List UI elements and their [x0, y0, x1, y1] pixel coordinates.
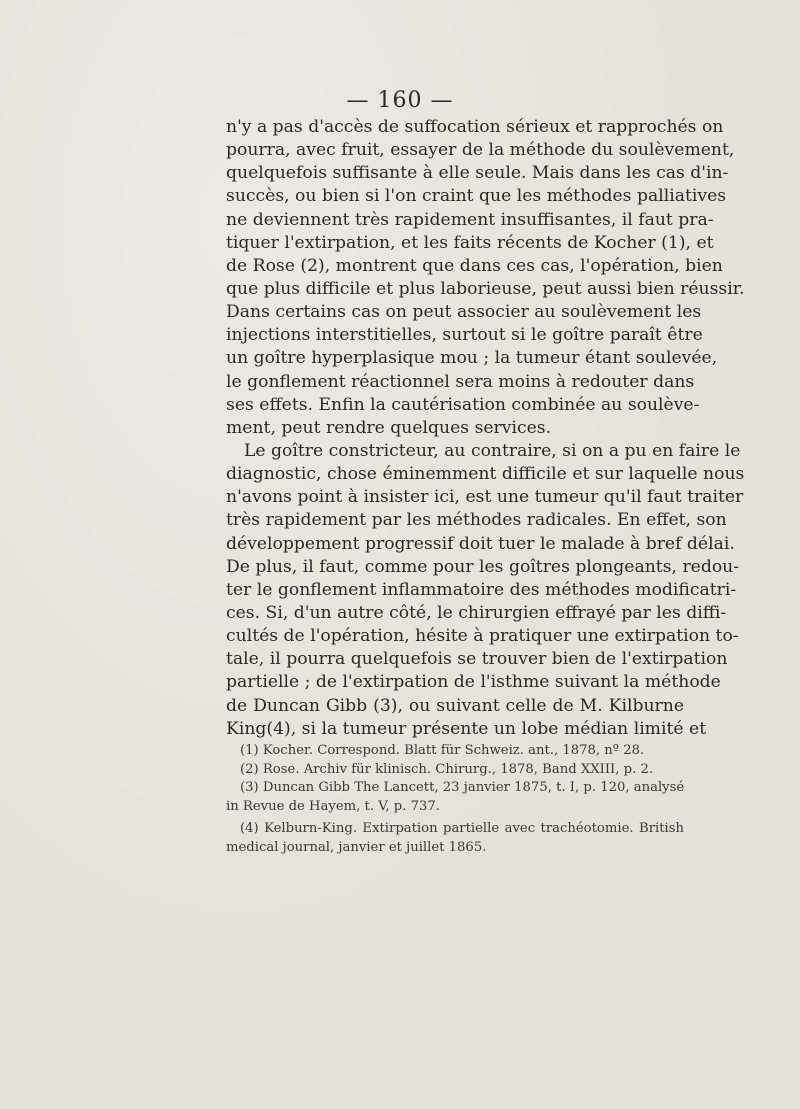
body-line: développement progressif doit tuer le malade à bref délai. [226, 533, 735, 554]
body-line: un goître hyperplasique mou ; la tumeur étant soulevée, [226, 348, 718, 369]
body-line: très rapidement par les méthodes radicales. En effet, son [226, 510, 727, 531]
body-line: cultés de l'opération, hésite à pratiquer une extirpation to- [226, 626, 739, 647]
footnote-line: in Revue de Hayem, t. V, p. 737. [226, 798, 440, 814]
body-line: ces. Si, d'un autre côté, le chirurgien effrayé par les diffi- [226, 602, 727, 623]
footnote-line: (2) Rose. Archiv für klinisch. Chirurg., 1878, Band XXIII, p. 2. [240, 761, 654, 777]
footnote-line: (3) Duncan Gibb The Lancett, 23 janvier 1875, t. I, p. 120, analysé [240, 780, 685, 795]
body-line: ter le gonflement inflammatoire des méthodes modificatri- [226, 579, 737, 600]
body-line: Dans certains cas on peut associer au soulèvement les [226, 302, 702, 323]
body-line: De plus, il faut, comme pour les goîtres plongeants, redou- [226, 556, 740, 577]
body-line: ment, peut rendre quelques services. [226, 417, 552, 438]
footnote-line: medical journal, janvier et juillet 1865. [226, 839, 487, 855]
footnote-line: (1) Kocher. Correspond. Blatt für Schweiz. ant., 1878, nº 28. [240, 743, 645, 758]
body-line: King(4), si la tumeur présente un lobe médian limité et [226, 718, 707, 739]
body-line: quelquefois suffisante à elle seule. Mais dans les cas d'in- [226, 163, 729, 184]
body-line: Le goître constricteur, au contraire, si on a pu en faire le [244, 440, 741, 461]
body-text [226, 116, 745, 741]
page-number: — 160 — [346, 88, 454, 113]
body-line: de Duncan Gibb (3), ou suivant celle de M. Kilburne [226, 695, 684, 716]
body-line: pourra, avec fruit, essayer de la méthode du soulèvement, [226, 140, 735, 161]
body-line: ne deviennent très rapidement insuffisantes, il faut pra- [226, 209, 714, 230]
body-line: que plus difficile et plus laborieuse, peut aussi bien réussir. [226, 278, 745, 299]
body-line: de Rose (2), montrent que dans ces cas, l'opération, bien [226, 255, 723, 276]
body-line: injections interstitielles, surtout si le goître paraît être [226, 325, 703, 346]
body-line: n'avons point à insister ici, est une tumeur qu'il faut traiter [226, 487, 744, 508]
body-line: succès, ou bien si l'on craint que les méthodes palliatives [226, 186, 727, 207]
footnotes [226, 742, 684, 857]
body-line: partielle ; de l'extirpation de l'isthme suivant la méthode [226, 672, 721, 693]
body-line: diagnostic, chose éminemment difficile et sur laquelle nous [226, 464, 745, 485]
body-line: n'y a pas d'accès de suffocation sérieux et rapprochés on [226, 117, 724, 137]
body-line: ses effets. Enfin la cautérisation combinée au soulève- [226, 394, 700, 415]
body-line: tale, il pourra quelquefois se trouver bien de l'extirpation [226, 649, 728, 670]
body-line: le gonflement réactionnel sera moins à redouter dans [226, 371, 695, 392]
body-line: tiquer l'extirpation, et les faits récents de Kocher (1), et [226, 232, 714, 253]
footnote-line: (4) Kelburn-King. Extirpation partielle avec trachéotomie. British [240, 821, 684, 836]
